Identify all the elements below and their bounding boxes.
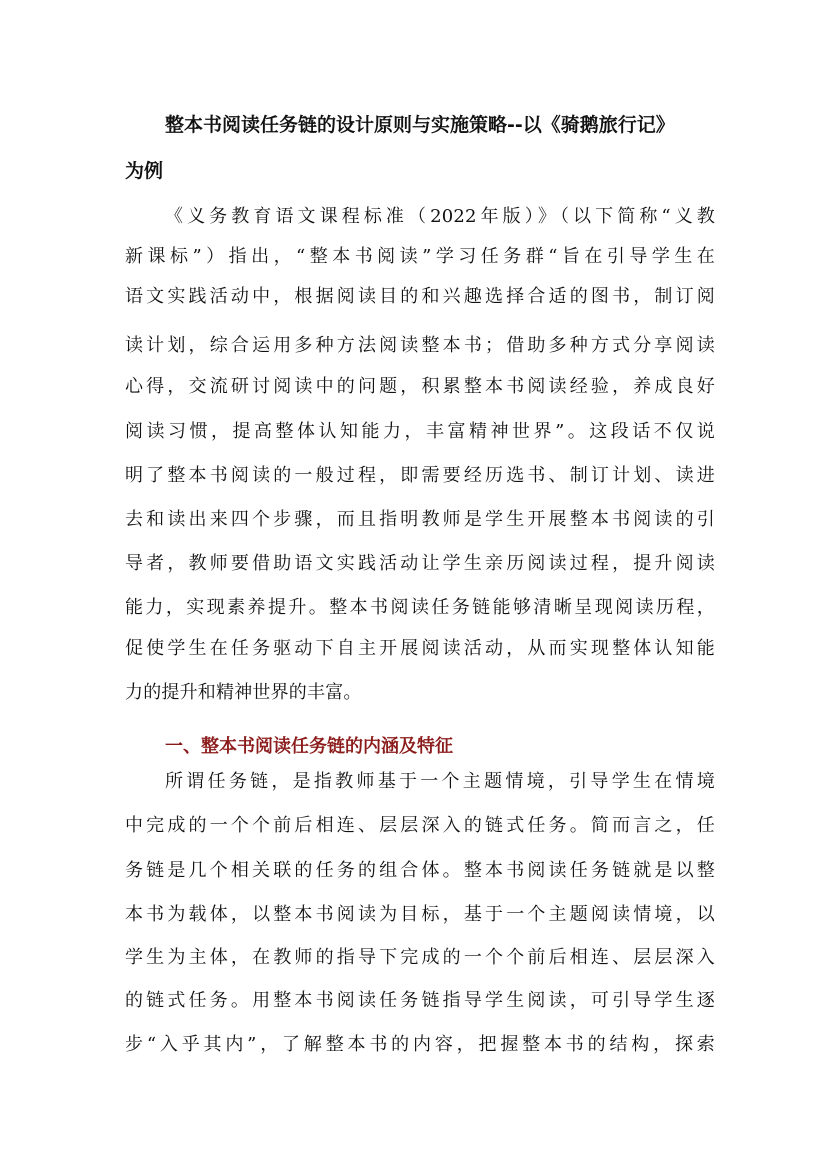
title-line-2: 为例 [125, 160, 164, 182]
paragraph-line: 能力，实现素养提升。整本书阅读任务链能够清晰呈现阅读历程， [125, 597, 715, 618]
paragraph-line: 导者，教师要借助语文实践活动让学生亲历阅读过程，提升阅读 [125, 553, 715, 574]
paragraph-line: 学生为主体，在教师的指导下完成的一个个前后相连、层层深入 [125, 947, 715, 968]
paragraph-line: 明了整本书阅读的一般过程，即需要经历选书、制订计划、读进 [125, 465, 715, 486]
paragraph-line: 中完成的一个个前后相连、层层深入的链式任务。简而言之，任 [125, 815, 715, 836]
paragraph-line: 步“入乎其内”，了解整本书的内容，把握整本书的结构，探索 [125, 1034, 715, 1055]
paragraph-line: 所谓任务链，是指教师基于一个主题情境，引导学生在情境 [165, 771, 715, 792]
document-title [125, 110, 705, 186]
paragraph-line: 新课标”）指出，“整本书阅读”学习任务群“旨在引导学生在 [125, 246, 715, 267]
paragraph-line: 促使学生在任务驱动下自主开展阅读活动，从而实现整体认知能 [125, 638, 715, 659]
paragraph-line: 去和读出来四个步骤，而且指明教师是学生开展整本书阅读的引 [125, 509, 715, 530]
paragraph-line: 力的提升和精神世界的丰富。 [125, 682, 362, 703]
paragraph-line: 《义务教育语文课程标准（2022年版）》（以下简称“义教 [165, 206, 715, 227]
paragraph-line: 语文实践活动中，根据阅读目的和兴趣选择合适的图书，制订阅 [125, 286, 715, 307]
paragraph-line: 本书为载体，以整本书阅读为目标，基于一个主题阅读情境，以 [125, 904, 715, 925]
title-line-1: 整本书阅读任务链的设计原则与实施策略--以《骑鹅旅行记》 [165, 114, 675, 136]
paragraph-line: 读计划，综合运用多种方法阅读整本书；借助多种方式分享阅读 [125, 335, 715, 356]
paragraph-line: 务链是几个相关联的任务的组合体。整本书阅读任务链就是以整 [125, 860, 715, 881]
paragraph-line: 心得，交流研讨阅读中的问题，积累整本书阅读经验，养成良好 [125, 376, 715, 397]
paragraph-line: 阅读习惯，提高整体认知能力，丰富精神世界”。这段话不仅说 [125, 421, 715, 442]
paragraph-line: 的链式任务。用整本书阅读任务链指导学生阅读，可引导学生逐 [125, 990, 715, 1011]
section-heading: 一、整本书阅读任务链的内涵及特征 [165, 735, 453, 757]
